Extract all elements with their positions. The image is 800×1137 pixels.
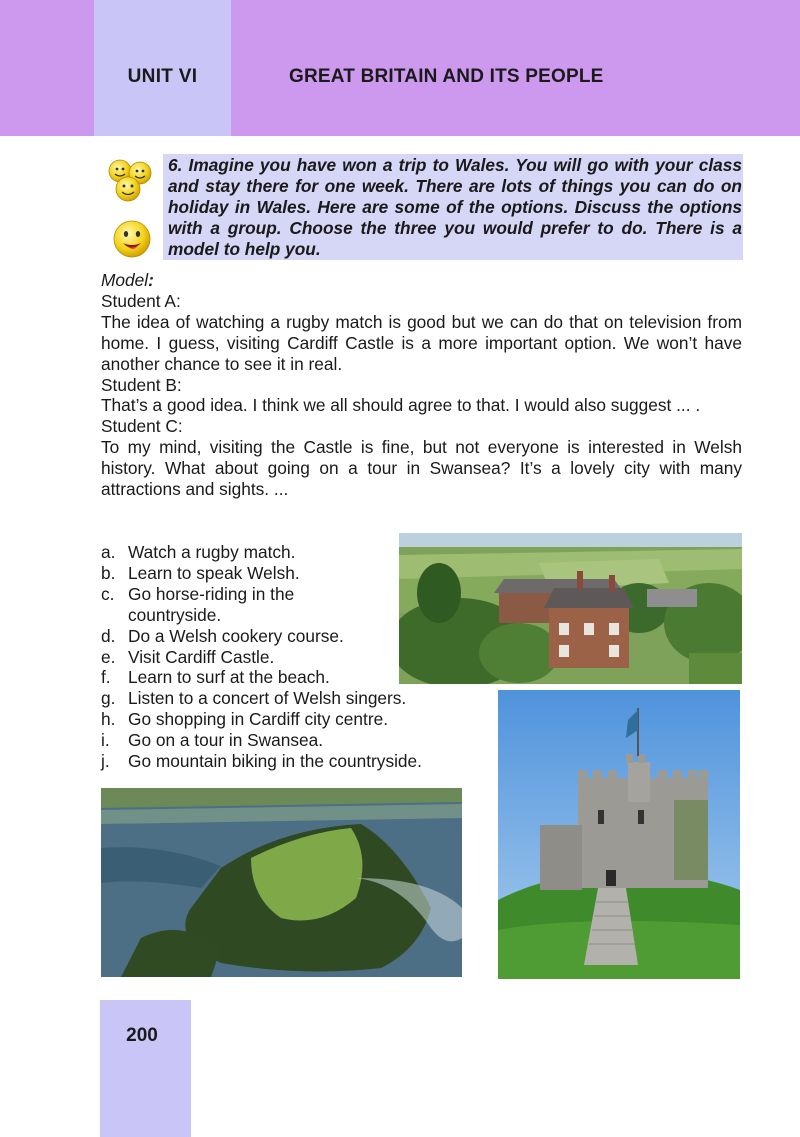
list-item: j. Go mountain biking in the countryside.	[101, 751, 422, 772]
page-tab	[100, 1000, 191, 1137]
model-heading: Model:	[101, 270, 154, 290]
list-item: i. Go on a tour in Swansea.	[101, 730, 324, 751]
student-b-label: Student B:	[101, 374, 182, 395]
unit-title: GREAT BRITAIN AND ITS PEOPLE	[289, 66, 604, 87]
student-a-text: The idea of watching a rugby match is good but we can do that on television from home. I guess, visiting Cardiff Castle is a more important option. We won’t have another chance to see it in real.	[101, 311, 742, 374]
list-item: f. Learn to surf at the beach.	[101, 667, 330, 688]
student-c-text: To my mind, visiting the Castle is fine, but not everyone is interested in Welsh history. What about going on a tour in Swansea? It’s a lovely city with many attractions and sights. ...	[101, 437, 742, 500]
cardiff-castle-photo	[498, 690, 740, 979]
group-work-icon	[106, 157, 156, 203]
list-item: e. Visit Cardiff Castle.	[101, 646, 275, 667]
student-b-text: That’s a good idea. I think we all should agree to that. I would also suggest ... .	[101, 395, 701, 416]
page-number: 200	[126, 1025, 158, 1046]
list-item: a. Watch a rugby match.	[101, 542, 296, 562]
list-item: g. Listen to a concert of Welsh singers.	[101, 688, 407, 709]
list-item: c. Go horse-riding in the countryside.	[101, 583, 295, 625]
list-item: b. Learn to speak Welsh.	[101, 562, 300, 583]
unit-label: UNIT VI	[127, 66, 198, 87]
list-item: h. Go shopping in Cardiff city centre.	[101, 709, 388, 730]
model-dialogue	[101, 270, 742, 500]
task-instruction: 6. Imagine you have won a trip to Wales. You will go with your class and stay there for one week. There are lots of things you can do on holiday in Wales. Here are some of the options. Discuss the options with a group. Choose the three you would prefer to do. There is a model to help you.	[168, 155, 742, 259]
list-item: d. Do a Welsh cookery course.	[101, 625, 344, 646]
speaking-smiley-icon	[111, 218, 153, 260]
welsh-coast-photo	[101, 788, 462, 977]
student-a-label: Student A:	[101, 290, 181, 311]
countryside-manor-photo	[399, 533, 742, 684]
student-c-label: Student C:	[101, 416, 183, 437]
